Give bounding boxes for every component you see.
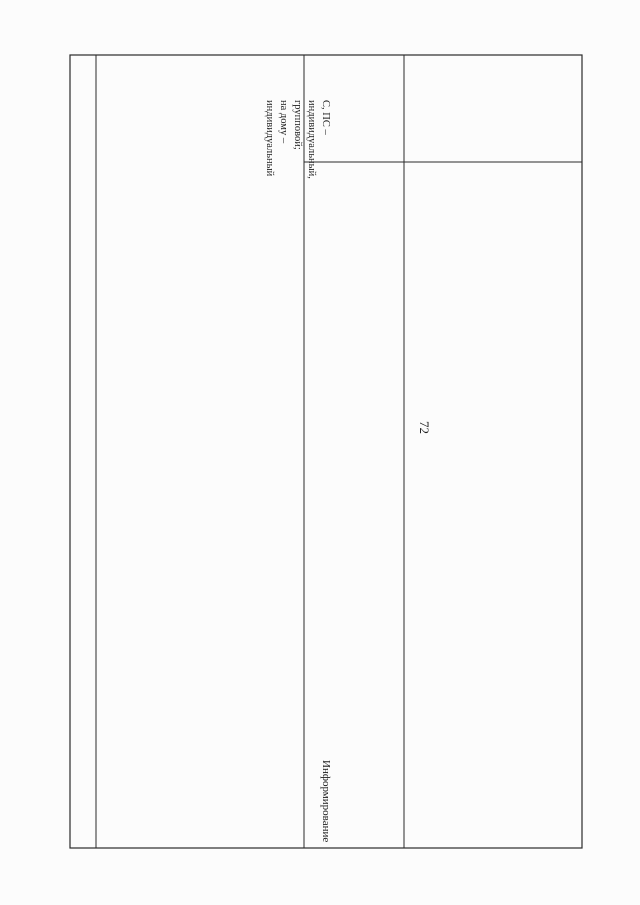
side-column-line: С, ПС – [320, 100, 331, 135]
page-number: 72 [417, 421, 432, 434]
side-column-line: на дому – [278, 100, 289, 144]
side-column-line: индивидуальный [264, 100, 275, 177]
side-column-line: индивидуальный, [306, 100, 317, 179]
side-column [262, 100, 332, 179]
section-label: Информирование [320, 760, 332, 843]
side-column-line: групповой; [292, 100, 303, 150]
